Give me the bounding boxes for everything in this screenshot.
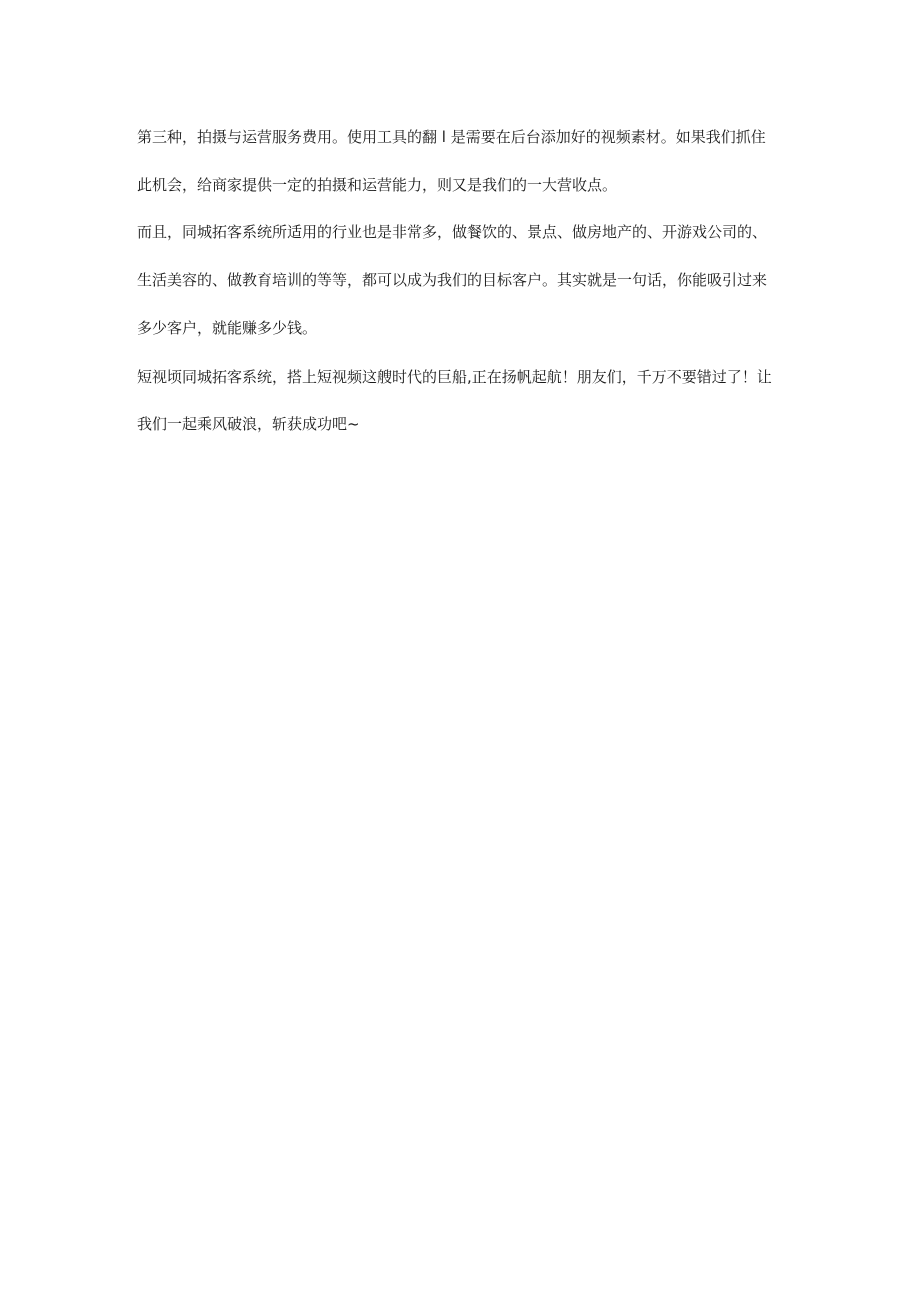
text-line: 多少客户，就能赚多少钱。 bbox=[137, 319, 318, 337]
text-line: 第三种，拍摄与运营服务费用。使用工具的翻 l 是需要在后台添加好的视频素材。如果我们抓住 bbox=[137, 128, 766, 146]
text-line: 此机会，给商家提供一定的拍摄和运营能力，则又是我们的一大营收点。 bbox=[137, 176, 618, 194]
text-line: 而且，同城拓客系统所适用的行业也是非常多，做餐饮的、景点、做房地产的、开游戏公司的、 bbox=[137, 223, 768, 241]
text-line: 短视顷同城拓客系统，搭上短视频这艘时代的巨船,正在扬帆起航！朋友们，千万不要错过了！让 bbox=[137, 368, 772, 386]
text-line: 生活美容的、做教育培训的等等，都可以成为我们的目标客户。其实就是一句话，你能吸引过来 bbox=[137, 271, 768, 289]
text-line: 我们一起乘风破浪，斩获成功吧~ bbox=[137, 415, 360, 433]
